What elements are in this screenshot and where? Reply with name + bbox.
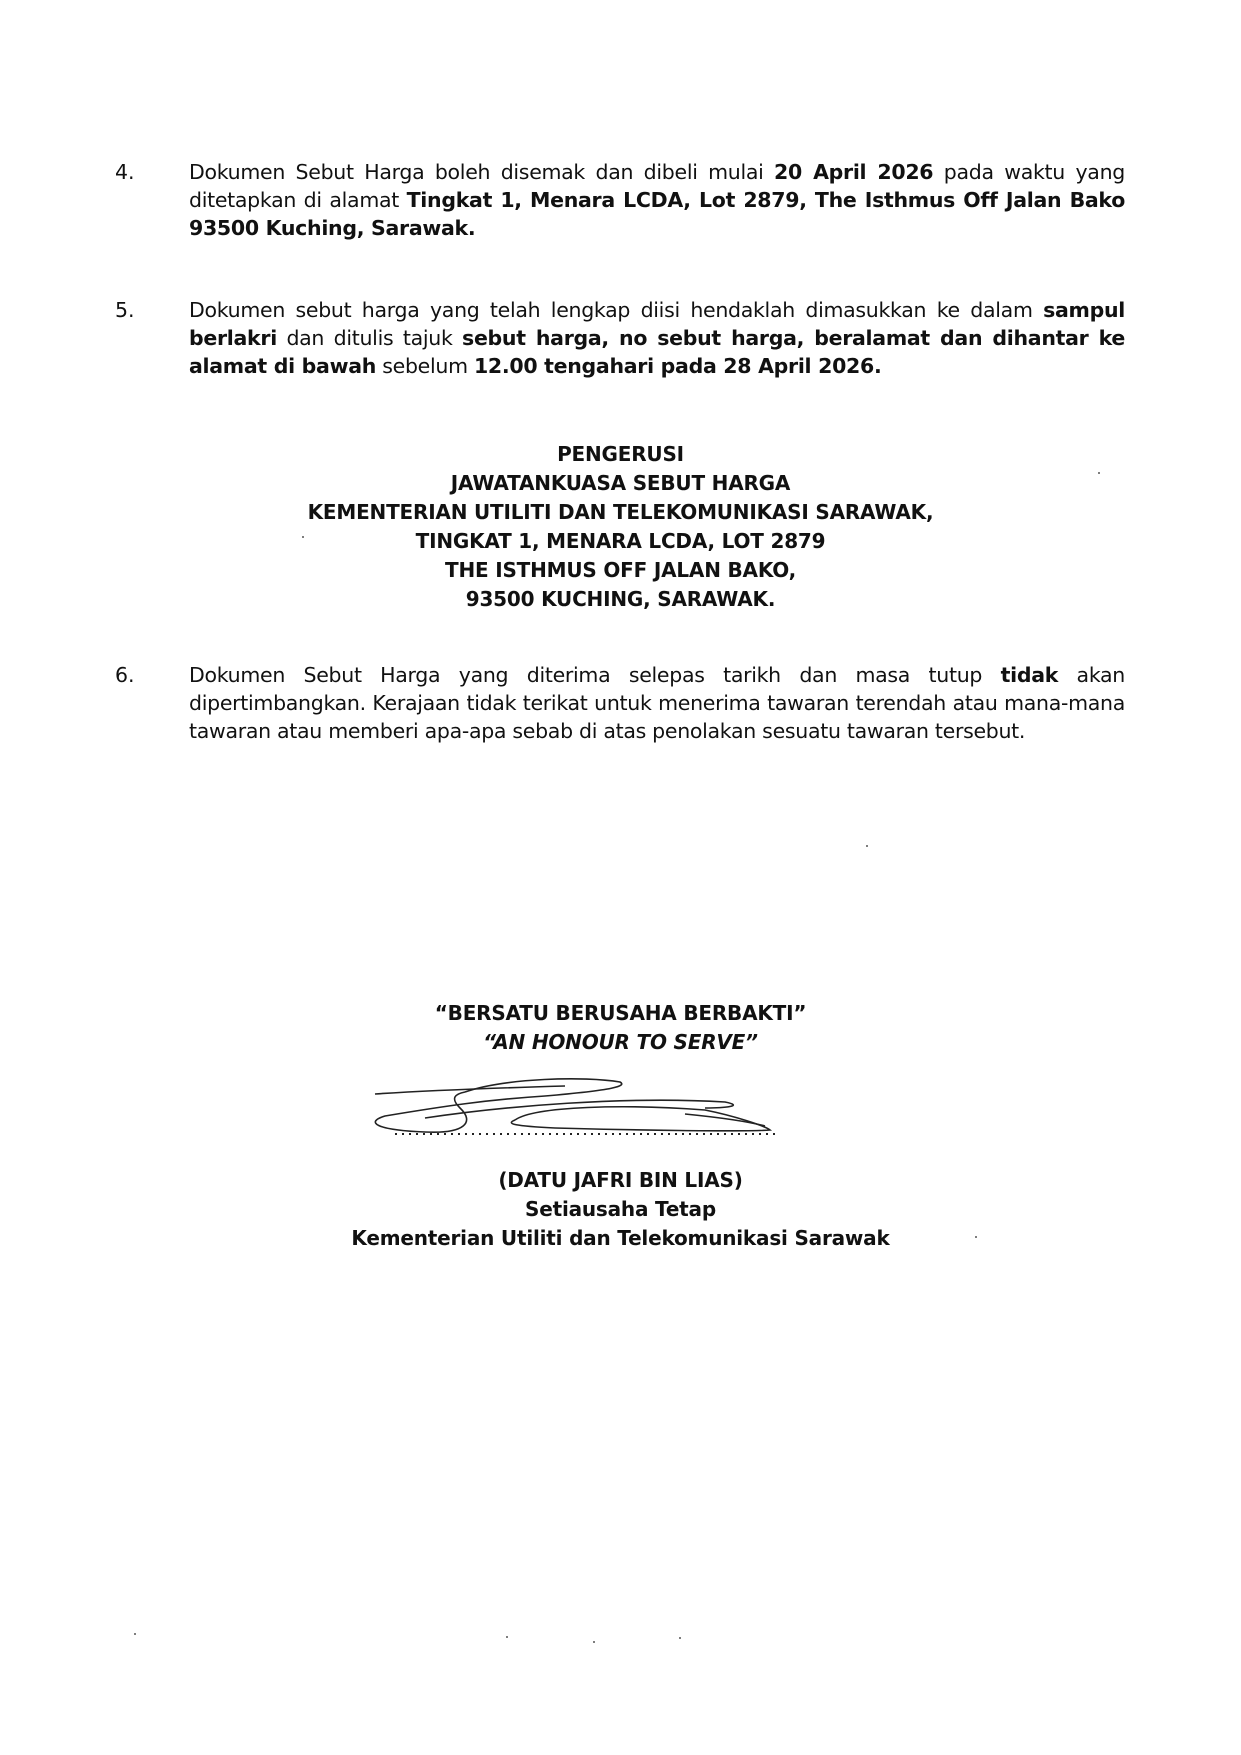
date-open: 20 April 2026 <box>774 160 934 184</box>
paragraph-text <box>189 661 1125 745</box>
text-segment: Dokumen Sebut Harga boleh disemak dan dibeli mulai <box>189 160 775 184</box>
address-line: 93500 KUCHING, SARAWAK. <box>465 587 776 611</box>
paragraph-number: 6. <box>115 663 135 687</box>
motto-malay: “BERSATU BERUSAHA BERBAKTI” <box>434 1001 807 1025</box>
paragraph-number: 5. <box>115 298 135 322</box>
address-line: THE ISTHMUS OFF JALAN BAKO, <box>445 558 796 582</box>
scan-speck <box>593 1641 595 1643</box>
address-line: PENGERUSI <box>557 442 684 466</box>
address-block <box>0 440 1241 614</box>
paragraph-text <box>189 296 1125 380</box>
scan-speck <box>506 1636 508 1638</box>
bold-segment: sebut harga, no sebut harga, beralamat dan dihantar ke alamat di bawah <box>189 326 1125 378</box>
text-segment: akan dipertimbangkan. Kerajaan tidak terikat untuk menerima tawaran terendah atau mana-mana tawaran atau memberi apa-apa sebab di atas penolakan sesuatu tawaran tersebut. <box>189 663 1125 743</box>
motto-english: “AN HONOUR TO SERVE” <box>483 1030 758 1054</box>
address-line: JAWATANKUASA SEBUT HARGA <box>450 471 791 495</box>
text-segment: pada waktu yang ditetapkan di alamat <box>189 160 1125 212</box>
scan-speck <box>866 845 868 847</box>
scan-speck <box>1098 472 1100 474</box>
scan-speck <box>134 1633 136 1635</box>
paragraph-6 <box>115 661 1125 745</box>
address-inline: Tingkat 1, Menara LCDA, Lot 2879, The Isthmus Off Jalan Bako 93500 Kuching, Sarawak. <box>189 188 1125 240</box>
paragraph-4 <box>115 158 1125 242</box>
address-line: TINGKAT 1, MENARA LCDA, LOT 2879 <box>415 529 826 553</box>
signatory-block <box>0 1166 1241 1253</box>
address-line: KEMENTERIAN UTILITI DAN TELEKOMUNIKASI SARAWAK, <box>307 500 934 524</box>
scan-speck <box>302 536 304 538</box>
paragraph-5 <box>115 296 1125 380</box>
signatory-organisation: Kementerian Utiliti dan Telekomunikasi Sarawak <box>351 1226 890 1250</box>
signatory-title: Setiausaha Tetap <box>525 1197 716 1221</box>
scan-speck <box>975 1236 977 1238</box>
deadline: 12.00 tengahari pada 28 April 2026. <box>473 354 882 378</box>
paragraph-number: 4. <box>115 160 135 184</box>
signatory-name: (DATU JAFRI BIN LIAS) <box>498 1168 743 1192</box>
text-segment: Dokumen Sebut Harga yang diterima selepas tarikh dan masa tutup <box>189 663 1001 687</box>
bold-segment: sampul berlakri <box>189 298 1125 350</box>
scan-speck <box>679 1637 681 1639</box>
bold-segment: tidak <box>1000 663 1059 687</box>
text-segment: Dokumen sebut harga yang telah lengkap diisi hendaklah dimasukkan ke dalam <box>189 298 1044 322</box>
text-segment: dan ditulis tajuk <box>276 326 463 350</box>
motto <box>0 999 1241 1057</box>
text-segment: sebelum <box>376 354 474 378</box>
paragraph-text <box>189 158 1125 242</box>
signature-icon <box>365 1070 835 1170</box>
